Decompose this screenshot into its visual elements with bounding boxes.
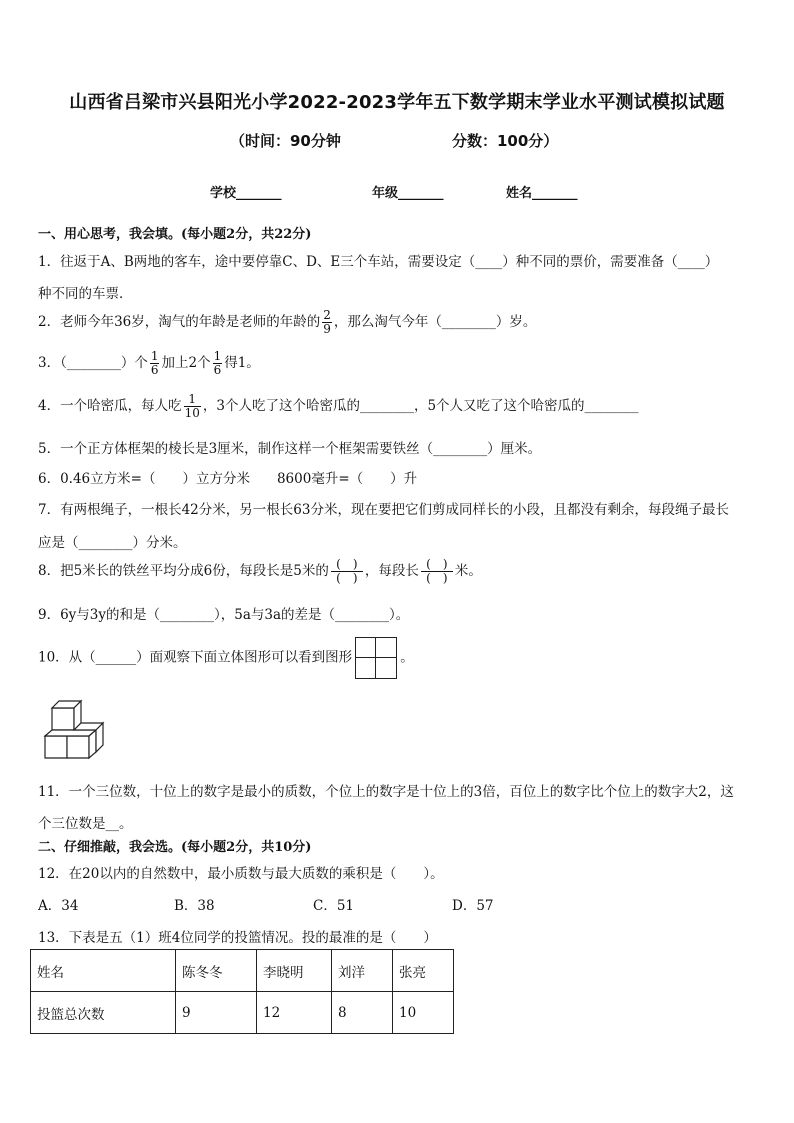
score-label: 分数：100分） — [452, 132, 559, 150]
question-3-text-b: 加上2个 — [161, 355, 211, 371]
question-7-line-1: 7．有两根绳子，一根长42分米，另一根长63分米，现在要把它们剪成同样长的小段，且都没有剩余，每段绳子最长 — [38, 502, 729, 518]
table-row — [31, 950, 454, 992]
shooting-table — [30, 949, 454, 1034]
question-5: 5．一个正方体框架的棱长是3厘米，制作这样一个框架需要铁丝（________）厘米。 — [38, 441, 542, 457]
question-11-line-1: 11．一个三位数，十位上的数字是最小的质数，个位上的数字是十位上的3倍，百位上的数字比个位上的数字大2，这 — [38, 784, 734, 800]
option-b: B．38 — [174, 898, 215, 914]
question-10-text-a: 10．从（______）面观察下面立体图形可以看到图形 — [38, 649, 353, 666]
fraction-2-9: $\frac{2}{9}$ — [323, 308, 331, 336]
table-cell: 10 — [393, 992, 454, 1034]
question-10-text-b: 。 — [400, 649, 414, 666]
question-11-line-2: 个三位数是__。 — [38, 816, 133, 832]
blank-fraction-b: $\frac{( )}{( )}$ — [421, 558, 453, 585]
page-title: 山西省吕梁市兴县阳光小学2022-2023学年五下数学期末学业水平测试模拟试题 — [69, 92, 725, 113]
table-cell: 刘洋 — [332, 950, 393, 992]
question-10 — [38, 637, 414, 679]
top-cube-front — [52, 708, 74, 730]
question-3 — [38, 350, 260, 377]
school-field: 学校_______ — [210, 186, 282, 201]
option-d: D．57 — [452, 898, 494, 914]
question-4 — [38, 393, 639, 420]
question-6: 6．0.46立方米=（ ）立方分米 8600毫升=（ ）升 — [38, 471, 418, 487]
table-cell: 张亮 — [393, 950, 454, 992]
bottom-row-top — [45, 730, 96, 736]
cube-stack-figure — [42, 694, 112, 764]
grade-field: 年级_______ — [372, 186, 444, 201]
table-cell: 9 — [176, 992, 257, 1034]
question-4-text-b: ，3个人吃了这个哈密瓜的________，5个人又吃了这个哈密瓜的________ — [202, 398, 639, 414]
question-2-text-a: 2．老师今年36岁，淘气的年龄是老师的年龄的 — [38, 314, 321, 330]
question-13: 13．下表是五（1）班4位同学的投篮情况。投的最准的是（ ） — [38, 930, 437, 946]
name-field: 姓名_______ — [506, 186, 578, 201]
question-4-text-a: 4．一个哈密瓜，每人吃 — [38, 398, 182, 414]
question-8-text-c: 米。 — [454, 563, 482, 579]
table-cell: 8 — [332, 992, 393, 1034]
question-2-text-b: ，那么淘气今年（________）岁。 — [333, 314, 537, 330]
question-3-text-a: 3．（________）个 — [38, 355, 148, 371]
question-1-line-2: 种不同的车票． — [38, 286, 133, 302]
option-c: C．51 — [313, 898, 355, 914]
section-2-title: 二、仔细推敲，我会选。(每小题2分，共10分) — [38, 840, 312, 855]
table-cell: 姓名 — [31, 950, 176, 992]
question-8-text-a: 8．把5米长的铁丝平均分成6份，每段长是5米的 — [38, 563, 329, 579]
question-7-line-2: 应是（________）分米。 — [38, 535, 187, 551]
table-cell: 12 — [257, 992, 332, 1034]
fraction-1-6-b: $\frac{1}{6}$ — [213, 349, 222, 377]
question-2 — [38, 309, 536, 336]
blank-fraction-a: $\frac{( )}{( )}$ — [331, 558, 363, 585]
table-cell: 李晓明 — [257, 950, 332, 992]
option-a: A．34 — [38, 898, 79, 914]
question-8 — [38, 558, 482, 585]
question-12: 12．在20以内的自然数中，最小质数与最大质数的乘积是（ ）。 — [38, 866, 444, 882]
four-square-grid-icon — [355, 637, 397, 679]
time-label: （时间：90分钟 — [230, 132, 341, 150]
table-row — [31, 992, 454, 1034]
question-9: 9．6y与3y的和是（________），5a与3a的差是（________）。 — [38, 607, 410, 623]
table-cell: 陈冬冬 — [176, 950, 257, 992]
question-8-text-b: ，每段长 — [364, 563, 419, 579]
question-1-line-1: 1．往返于A、B两地的客车，途中要停靠C、D、E三个车站，需要设定（____）种不同的票价，需要准备（____） — [38, 254, 719, 270]
fraction-1-10: $\frac{1}{10}$ — [184, 392, 200, 420]
bottom-cube-2-front — [67, 736, 89, 758]
question-3-text-c: 得1。 — [224, 355, 260, 371]
table-cell: 投篮总次数 — [31, 992, 176, 1034]
section-1-title: 一、用心思考，我会填。(每小题2分，共22分) — [38, 227, 312, 242]
bottom-cube-1-front — [45, 736, 67, 758]
fraction-1-6-a: $\frac{1}{6}$ — [150, 349, 159, 377]
